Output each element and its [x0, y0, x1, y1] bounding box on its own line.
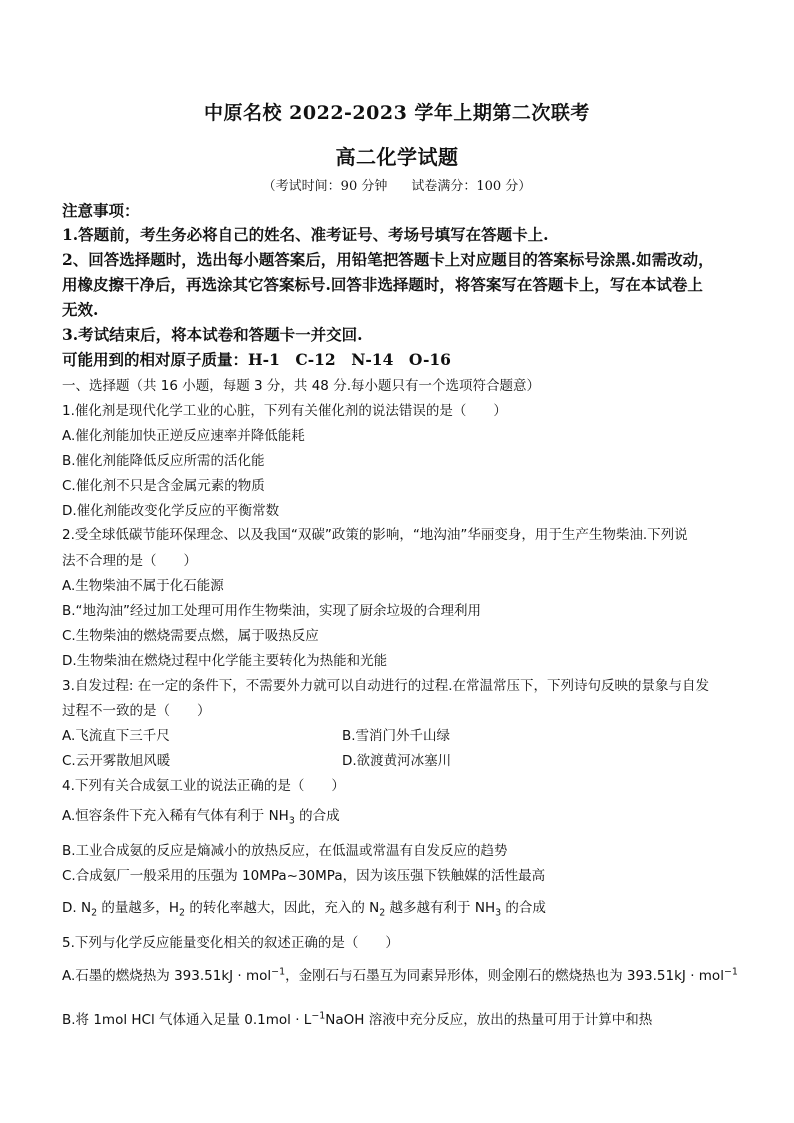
q5-stem: 5.下列与化学反应能量变化相关的叙述正确的是（ ） [62, 935, 399, 951]
q1-option-c: C.催化剂不只是含金属元素的物质 [62, 478, 265, 494]
notice-item-2-line-2: 用橡皮擦干净后，再选涂其它答案标号.回答非选择题时，将答案写在答题卡上，写在本试卷上 [62, 275, 703, 294]
exam-time: （考试时间：90 分钟 [262, 179, 388, 194]
q3-option-b: B.雪消门外千山绿 [342, 728, 451, 744]
q4-option-c: C.合成氨厂一般采用的压强为 10MPa~30MPa，因为该压强下铁触媒的活性最高 [62, 868, 546, 884]
q2-stem-line-2: 法不合理的是（ ） [62, 553, 197, 569]
q1-option-a: A.催化剂能加快正逆反应速率并降低能耗 [62, 428, 305, 444]
q3-option-c: C.云开雾散旭风暖 [62, 753, 171, 769]
notice-heading: 注意事项： [62, 201, 140, 220]
q3-option-a: A.飞流直下三千尺 [62, 728, 170, 744]
exam-subject-title: 高二化学试题 [335, 145, 459, 169]
notice-item-1: 1.答题前，考生务必将自己的姓名、准考证号、考场号填写在答题卡上. [62, 225, 549, 244]
notice-item-2-line-1: 2、回答选择题时，选出每小题答案后，用铅笔把答题卡上对应题目的答案标号涂黑.如需改动， [62, 250, 714, 269]
q4-option-a: A.恒容条件下充入稀有气体有利于 $NH_3$ 的合成 [62, 808, 340, 827]
exam-info [0, 175, 794, 194]
section-1-heading: 一、选择题（共 16 小题，每题 3 分，共 48 分.每小题只有一个选项符合题意） [62, 378, 540, 394]
q1-option-b: B.催化剂能降低反应所需的活化能 [62, 453, 265, 469]
q5-option-a: A.石墨的燃烧热为 393.51kJ · mol$^{-1}$，金刚石与石墨互为同素异形体，则金刚石的燃烧热也为 393.51kJ · mol$^{-1}$ [62, 966, 738, 984]
q3-option-d: D.欲渡黄河冰塞川 [342, 753, 452, 769]
q3-stem-line-2: 过程不一致的是（ ） [62, 703, 211, 719]
atomic-mass-line: 可能用到的相对原子质量：H-1 C-12 N-14 O-16 [62, 350, 451, 369]
q4-option-d: D. $N_2$ 的量越多，$H_2$ 的转化率越大，因此，充入的 $N_2$ 越多越有利于 $NH_3$ 的合成 [62, 900, 546, 919]
q2-option-d: D.生物柴油在燃烧过程中化学能主要转化为热能和光能 [62, 653, 388, 669]
notice-item-2-line-3: 无效. [62, 300, 99, 319]
q5-option-b: B.将 1mol HCl 气体通入足量 $0.1mol \cdot L^{-1}NaOH$ 溶液中充分反应，放出的热量可用于计算中和热 [62, 1010, 653, 1028]
q2-option-b: B.“地沟油”经过加工处理可用作生物柴油，实现了厨余垃圾的合理利用 [62, 603, 482, 619]
q4-stem: 4.下列有关合成氨工业的说法正确的是（ ） [62, 778, 345, 794]
exam-title: 中原名校 2022-2023 学年上期第二次联考 [204, 102, 590, 124]
q2-stem-line-1: 2.受全球低碳节能环保理念、以及我国“双碳”政策的影响，“地沟油”华丽变身，用于生产生物柴油.下列说 [62, 527, 688, 543]
full-score: 试卷满分：100 分） [411, 179, 532, 194]
notice-item-3: 3.考试结束后，将本试卷和答题卡一并交回. [62, 325, 363, 344]
q4-option-b: B.工业合成氨的反应是熵减小的放热反应，在低温或常温有自发反应的趋势 [62, 843, 508, 859]
q2-option-a: A.生物柴油不属于化石能源 [62, 578, 224, 594]
q2-option-c: C.生物柴油的燃烧需要点燃，属于吸热反应 [62, 628, 319, 644]
q1-option-d: D.催化剂能改变化学反应的平衡常数 [62, 503, 280, 519]
q1-stem: 1.催化剂是现代化学工业的心脏，下列有关催化剂的说法错误的是（ ） [62, 403, 507, 419]
q3-stem-line-1: 3.自发过程: 在一定的条件下，不需要外力就可以自动进行的过程.在常温常压下，下列诗句反映的景象与自发 [62, 678, 710, 694]
